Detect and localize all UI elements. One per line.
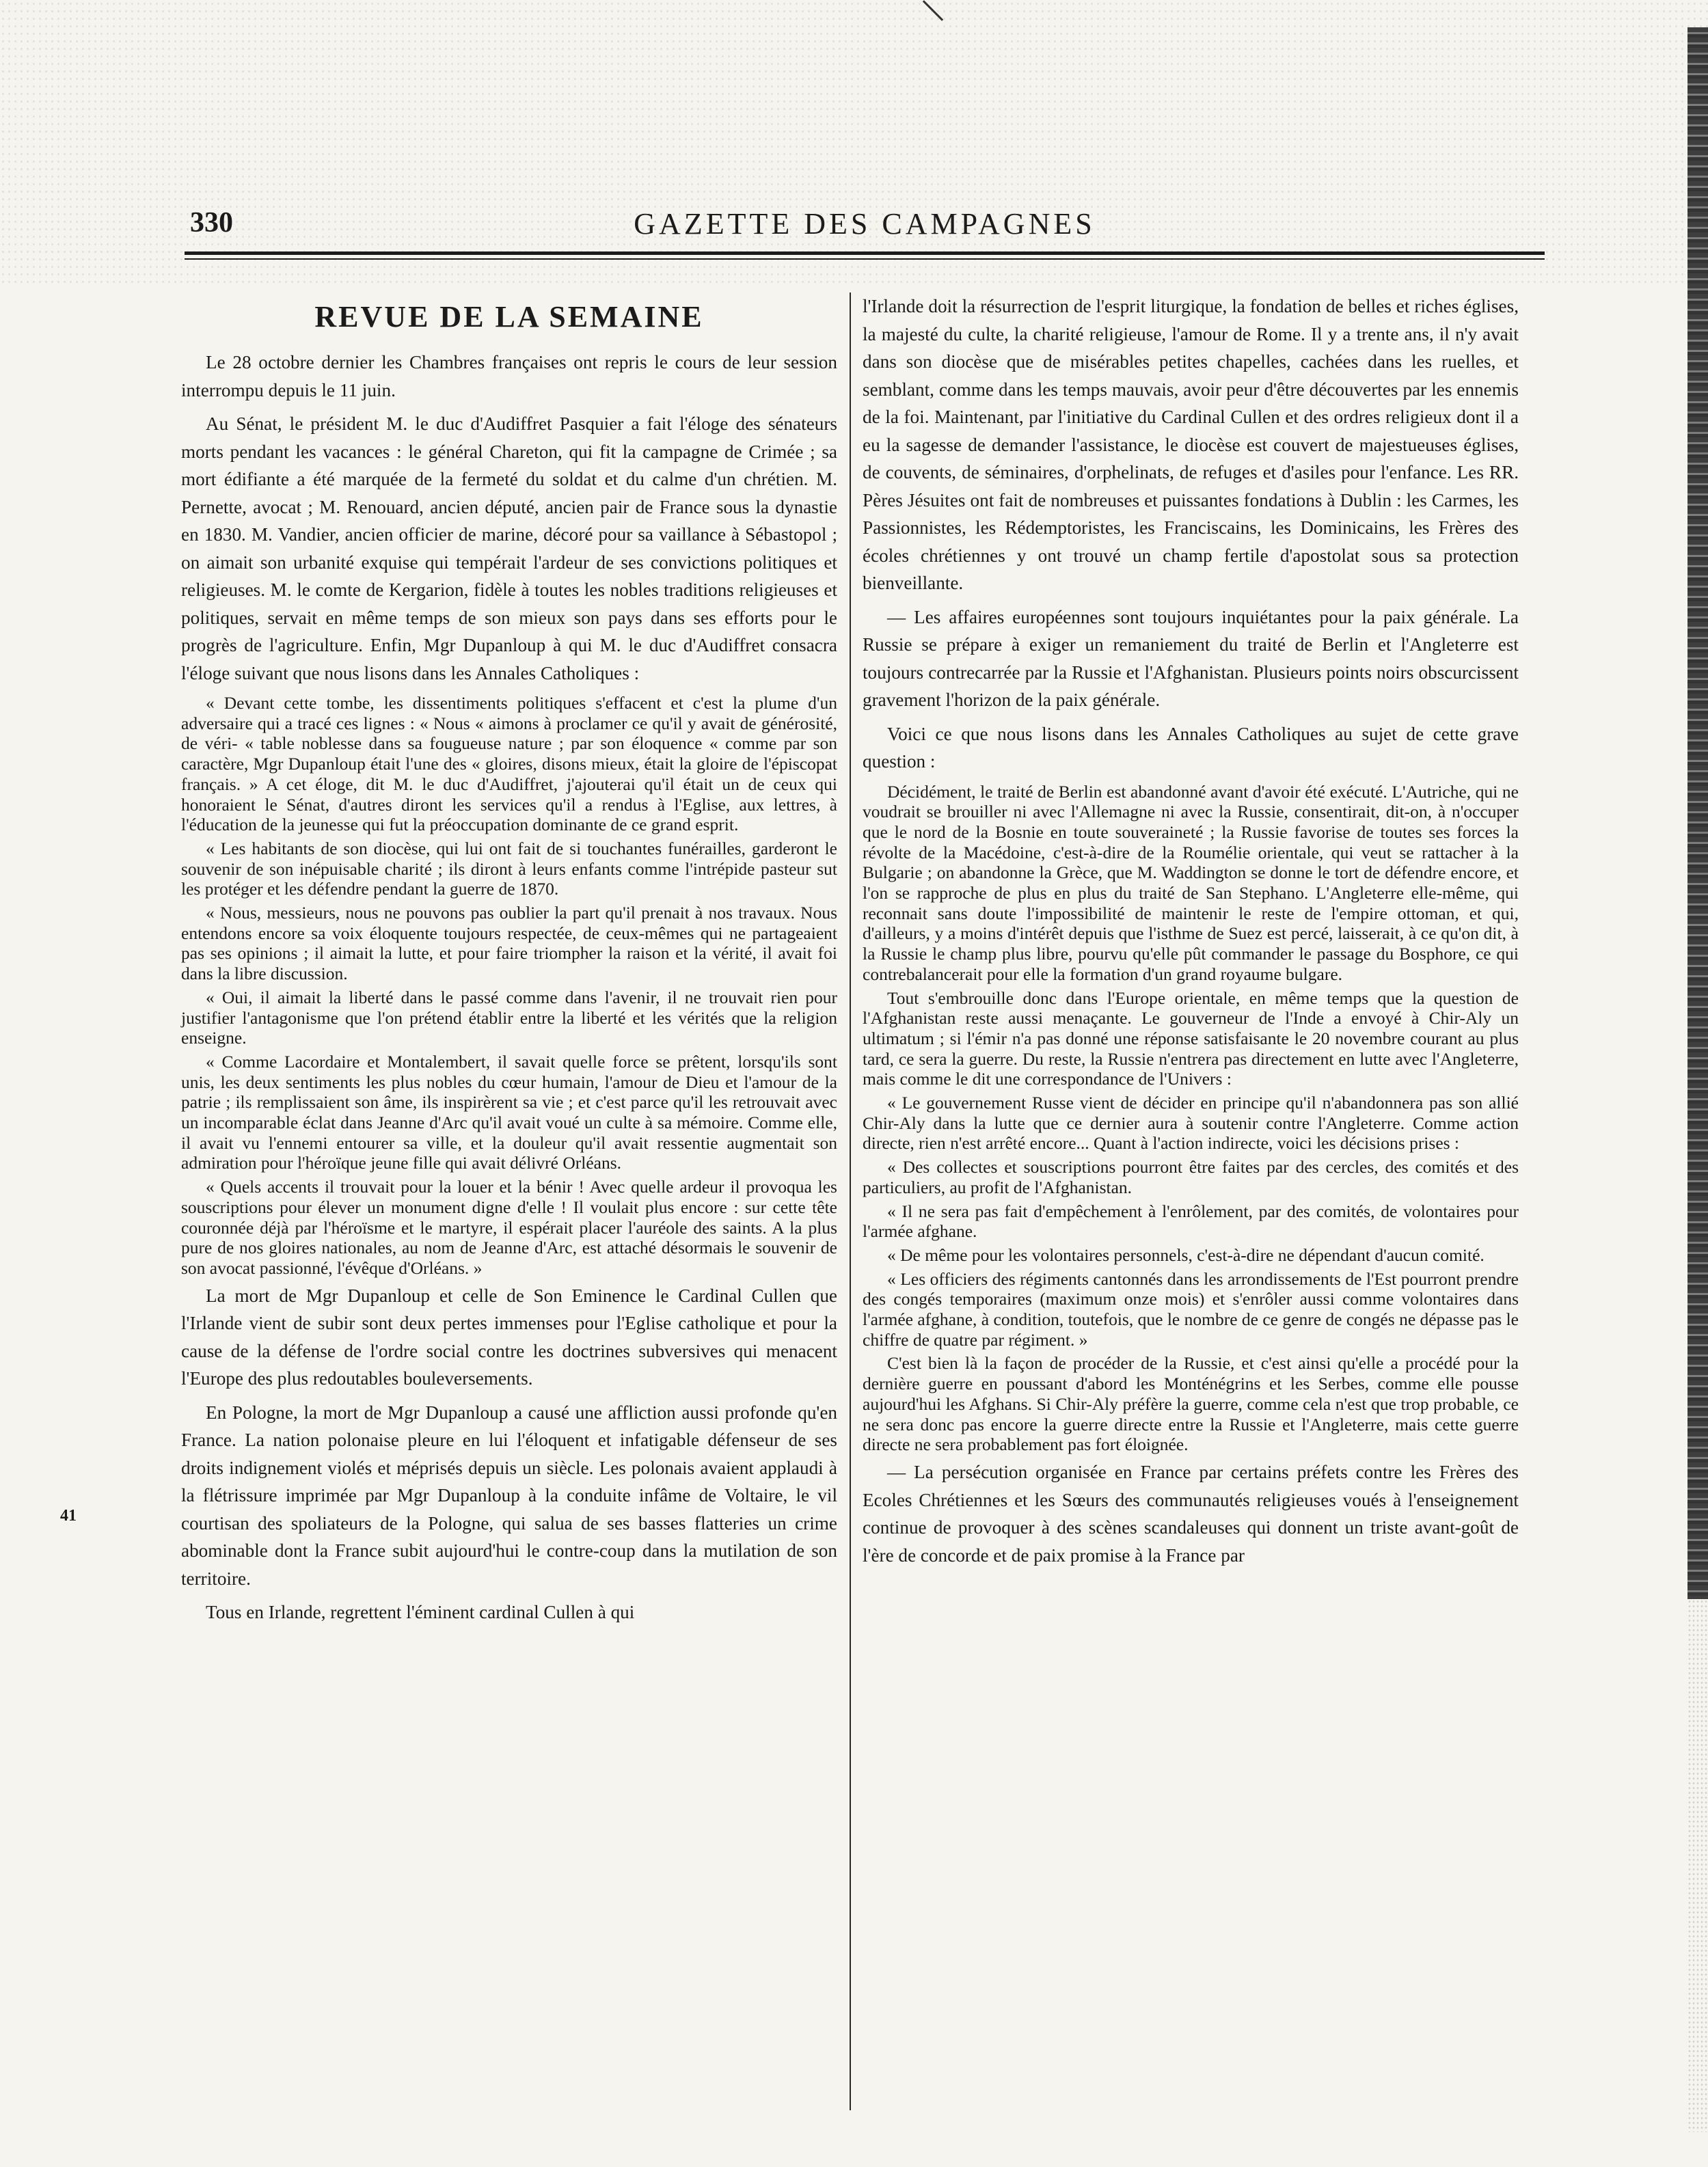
- section-title: REVUE DE LA SEMAINE: [314, 300, 704, 333]
- quote-paragraph: C'est bien là la façon de procéder de la Russie, et c'est ainsi qu'elle a procédé pour la dernière guerre en poussant d'abord les Monténégrins et les Serbes, comme elle pousse aujourd'hui les Afghans. Si Chir-Aly préfère la guerre, comme cela n'est que trop probable, ce ne sera donc pas encore la guerre directe entre la Russie et l'Angleterre, mais cette guerre directe ne sera probablement pas fort éloignée.: [863, 1353, 1519, 1455]
- quote-paragraph: Décidément, le traité de Berlin est abandonné avant d'avoir été exécuté. L'Autriche, qui ne voudrait se brouiller ni avec l'Allemagne ni avec la Russie, consentirait, dit-on, à n'occuper que le nord de la Bosnie en toute souveraineté ; la Russie favorise de toutes ses forces la révolte de la Macédoine, c'est-à-dire de la Roumélie orientale, qui veut se rattacher à la Bulgarie ; on abandonne la Grèce, que M. Waddington se donne le tort de défendre encore, et l'on se rapproche de plus en plus du traité de San Stephano. L'Angleterre elle-même, qui reconnait sans doute l'impossibilité de maintenir le reste de l'empire ottoman, et qui, d'ailleurs, y a moins d'intérêt depuis que l'isthme de Suez est percé, laisserait, à ce qu'on dit, à la Russie le champ plus libre, pourvu qu'elle pût commander le passage du Bosphore, ce qui contrebalancerait pour elle la formation d'un grand royaume bulgare.: [863, 781, 1519, 984]
- paragraph: La mort de Mgr Dupanloup et celle de Son Eminence le Cardinal Cullen que l'Irlande vient de subir sont deux pertes immenses pour l'Eglise catholique et pour la cause de la défense de l'ordre social contre les doctrines subversives qui menacent l'Europe des plus redoutables bouleversements.: [181, 1285, 837, 1389]
- paragraph: l'Irlande doit la résurrection de l'esprit liturgique, la fondation de belles et riches églises, la majesté du culte, la charité religieuse, l'amour de Rome. Il y a trente ans, il n'y avait dans son diocèse que de misérables petites chapelles, cachées dans les ruelles, et semblant, comme dans les temps mauvais, avoir peur d'être découvertes par les ennemis de la foi. Maintenant, par l'initiative du Cardinal Cullen et des ordres religieux dont il a eu la sagesse de demander l'assistance, le diocèse est couvert de majestueuses églises, de couvents, de séminaires, d'orphelinats, de refuges et d'asiles pour l'enfance. Les RR. Pères Jésuites ont fait de nombreuses et puissantes fondations à Dublin : les Carmes, les Passionnistes, les Rédemptoristes, les Franciscains, les Dominicains, les Frères des écoles chrétiennes y ont trouvé un champ fertile d'apostolat sous sa protection bienveillante.: [863, 296, 1519, 593]
- quote-paragraph: « Le gouvernement Russe vient de décider en principe qu'il n'abandonnera pas son allié Chir-Aly dans la lutte que ce dernier aura à soutenir contre l'Angleterre. Comme action directe, rien n'est arrêté encore... Quant à l'action indirecte, voici les décisions prises :: [863, 1093, 1519, 1154]
- page-header: [185, 204, 1545, 245]
- paragraph: Au Sénat, le président M. le duc d'Audiffret Pasquier a fait l'éloge des sénateurs morts pendant les vacances : le général Chareton, qui fit la campagne de Crimée ; sa mort édifiante a été marquée de la fermeté du soldat et du calme d'un chrétien. M. Pernette, avocat ; M. Renouard, ancien député, ancien pair de France sous la dynastie en 1830. M. Vandier, ancien officier de marine, décoré pour sa vaillance à Sébastopol ; on aimait son urbanité exquise qui tempérait l'ardeur de ses convictions politiques et religieuses. M. le comte de Kergarion, fidèle à toutes les nobles traditions religieuses et politiques, servait en même temps de son mieux son pays dans ses efforts pour le progrès de l'agriculture. Enfin, Mgr Dupanloup à qui M. le duc d'Audiffret consacra l'éloge suivant que nous lisons dans les Annales Catholiques :: [181, 413, 837, 683]
- paragraph: Tous en Irlande, regrettent l'éminent cardinal Cullen à qui: [206, 1602, 635, 1623]
- quote-paragraph: Tout s'embrouille donc dans l'Europe orientale, en même temps que la question de l'Afghanistan reste aussi menaçante. Le gouverneur de l'Inde a envoyé à Chir-Aly un ultimatum ; si l'émir n'a pas donné une réponse satisfaisante le 20 novembre courant au plus tard, ce sera la guerre. Du reste, la Russie n'entrera pas directement en lutte avec l'Angleterre, mais comme le dit une correspondance de l'Univers :: [863, 987, 1519, 1089]
- paragraph: Le 28 octobre dernier les Chambres françaises ont repris le cours de leur session interrompu depuis le 11 juin.: [181, 352, 837, 400]
- paragraph: — Les affaires européennes sont toujours inquiétantes pour la paix générale. La Russie se prépare à exiger un remaniement du traité de Berlin et l'Angleterre est toujours contrecarrée par la Russie et l'Afghanistan. Plusieurs points noirs obscurcissent gravement l'horizon de la paix générale.: [863, 606, 1519, 710]
- page-edge-noise: [1687, 1599, 1708, 2132]
- quote-paragraph: « Comme Lacordaire et Montalembert, il savait quelle force se prêtent, lorsqu'ils sont unis, les deux sentiments les plus nobles du cœur humain, l'amour de Dieu et l'amour de la patrie ; ils remplissaient son âme, ils inspirèrent sa vie ; et c'est parce qu'il les retrouvait avec un incomparable éclat dans Jeanne d'Arc qu'il avait voué un culte à sa mémoire. Comme elle, il avait vu l'ennemi entourer sa ville, et la douleur qu'il avait ressentie augmentait son admiration pour l'héroïque jeune fille qui avait délivré Orléans.: [181, 1051, 837, 1173]
- column-divider: [850, 292, 851, 2110]
- header-rule-thick: [185, 251, 1545, 255]
- page-number: 330: [190, 207, 233, 238]
- quote-paragraph: « Devant cette tombe, les dissentiments politiques s'effacent et c'est la plume d'un adversaire qui a tracé ces lignes : « Nous « aimons à proclamer ce qu'il y avait de générosité, de véri- « table noblesse dans sa fougueuse nature ; par son éloquence « comme par son caractère, Mgr Dupanloup était l'une des « gloires, disons mieux, était la gloire de l'épiscopat français. » A cet éloge, dit M. le duc d'Audiffret, j'ajouterai qu'il était un de ceux qui honoraient le Sénat, d'autres diront les services qu'il a rendus à l'Eglise, aux lettres, à l'éducation de la jeunesse qui fut la préoccupation dominante de ce grand esprit.: [181, 693, 837, 835]
- right-column: [863, 292, 1519, 1575]
- header-rule-thin: [185, 258, 1545, 260]
- paragraph: — La persécution organisée en France par certains préfets contre les Frères des Ecoles Chrétiennes et les Sœurs des communautés religieuses voués à l'enseignement continue de provoquer à des scènes scandaleuses qui donnent un triste avant-goût de l'ère de concorde et de paix promise à la France par: [863, 1462, 1519, 1566]
- quote-paragraph: « Les habitants de son diocèse, qui lui ont fait de si touchantes funérailles, garderont le souvenir de son inépuisable charité ; ils diront à leurs enfants comme l'intrépide pasteur sut les protéger et les défendre pendant la guerre de 1870.: [181, 838, 837, 899]
- quote-paragraph: « Nous, messieurs, nous ne pouvons pas oublier la part qu'il prenait à nos travaux. Nous entendons encore sa voix éloquente toujours respectée, de ceux-mêmes qui ne partageaient pas ses opinions ; il aimait la lutte, et pour faire triompher la raison et la vérité, il avait foi dans la libre discussion.: [181, 903, 837, 984]
- quote-paragraph: « Quels accents il trouvait pour la louer et la bénir ! Avec quelle ardeur il provoqua les souscriptions pour élever un monument digne d'elle ! Il voulait plus encore : sur cette tête couronnée déjà par l'héroïsme et le martyre, il espérait placer l'auréole des saints. A la plus pure de nos gloires nationales, au nom de Jeanne d'Arc, est attaché désormais le souvenir de son avocat passionné, l'évêque d'Orléans. »: [181, 1177, 837, 1278]
- journal-title: GAZETTE DES CAMPAGNES: [634, 207, 1096, 241]
- quote-paragraph: « Des collectes et souscriptions pourront être faites par des cercles, des comités et des particuliers, au profit de l'Afghanistan.: [863, 1157, 1519, 1197]
- quote-paragraph: « Les officiers des régiments cantonnés dans les arrondissements de l'Est pourront prendre des congés temporaires (maximum onze mois) et s'enrôler aussi comme volontaires dans l'armée afghane, à condition, toutefois, que le nombre de ce genre de congés ne dépasse pas le chiffre de quatre par régiment. »: [863, 1268, 1519, 1350]
- margin-note: 41: [60, 1507, 77, 1525]
- quote-paragraph: « Oui, il aimait la liberté dans le passé comme dans l'avenir, il ne trouvait rien pour justifier l'antagonisme que l'on prétend établir entre la liberté et les vérités que la religion enseigne.: [181, 987, 837, 1048]
- left-column: [181, 292, 837, 1633]
- paragraph: Voici ce que nous lisons dans les Annales Catholiques au sujet de cette grave question :: [863, 723, 1519, 772]
- paragraph: En Pologne, la mort de Mgr Dupanloup a causé une affliction aussi profonde qu'en France. La nation polonaise pleure en lui l'éloquent et infatigable défenseur de ses droits indignement violés et méprisés depuis un siècle. Les polonais avaient applaudi à la flétrissure imprimée par Mgr Dupanloup à la conduite infâme de Voltaire, le vil courtisan des spoliateurs de la Pologne, qui salua de ses basses flatteries un crime abominable dont la France subit aujourd'hui le contre-coup dans la mutilation de son territoire.: [181, 1402, 837, 1589]
- quote-paragraph: « De même pour les volontaires personnels, c'est-à-dire ne dépendant d'aucun comité.: [887, 1244, 1485, 1265]
- page-edge-shadow: [1687, 27, 1708, 1599]
- quote-paragraph: « Il ne sera pas fait d'empêchement à l'enrôlement, par des comités, de volontaires pour l'armée afghane.: [863, 1201, 1519, 1242]
